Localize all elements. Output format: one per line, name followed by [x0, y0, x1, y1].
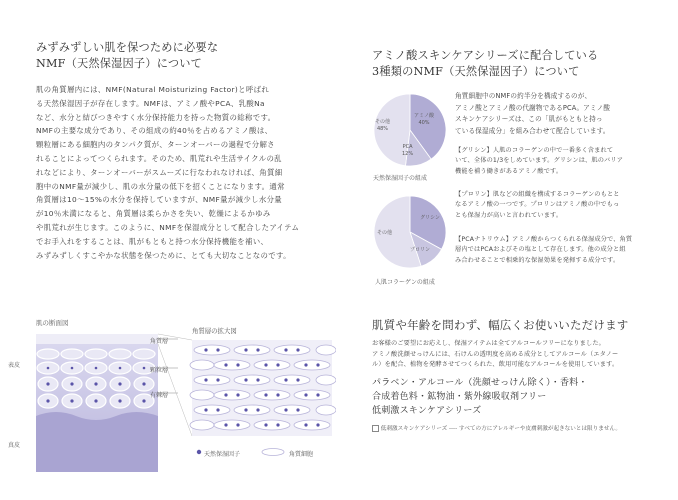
intro-line: ている保湿成分」を組み合わせて配合しています。 [455, 126, 610, 135]
left-title-line1: みずみずしい肌を保つために必要な [36, 41, 219, 54]
proline-text [455, 190, 620, 221]
spinous-layer-label: 有棘層 [150, 392, 169, 399]
epidermis-label: 表皮 [8, 362, 21, 369]
pie1-slice-pca: PCA 12% [402, 144, 414, 157]
left-body-text [36, 83, 299, 262]
left-body-line: でお手入れをすることは、肌がもともと持つ水分保持機能を補い、 [36, 236, 269, 246]
left-body-line: 肌の角質層内には、NMF(Natural Moisturizing Factor)と呼ばれ [36, 85, 270, 94]
free-line: 合成着色料・鉱物油・紫外線吸収剤フリー [372, 392, 547, 402]
notice-line: ル）を配合、植物を発酵させてつくられた、飲用可能なアルコールを使用しています。 [372, 361, 619, 369]
left-title-line2: NMF（天然保湿因子）について [36, 57, 203, 70]
pca-line: 【PCAナトリウム】アミノ酸からつくられる保湿成分で、角質 [455, 236, 633, 243]
right-intro-text [455, 91, 610, 137]
pie2-slice-proline: プロリン [410, 247, 431, 253]
intro-line: スキンケアシリーズは、この「肌がもともと持っ [455, 115, 603, 124]
glycine-text [455, 146, 623, 177]
left-body-line: など、水分と結びつきやすく水分保持能力を持った物質の総称です。 [36, 112, 276, 122]
legend-nmf-label: 天然保湿因子 [204, 451, 241, 458]
notice-line: お客様のご要望にお応えし、保湿アイテムは全てアルコールフリーになりました。 [372, 340, 605, 347]
left-body-line: 角質層は10～15%の水分を保持していますが、NMF量が減少し水分量 [36, 195, 283, 205]
left-body-line: NMFの主要な成分であり、その組成の約40％を占めるアミノ酸は、 [36, 126, 273, 136]
free-list [372, 376, 588, 418]
free-line: 低刺激スキンケアシリーズ [372, 406, 482, 416]
pca-text [455, 235, 632, 266]
left-body-line: れなどにより、ターンオーバーがスムーズに行なわれなければ、角質細 [36, 167, 283, 177]
square-bullet-icon [372, 425, 379, 432]
notice-line: アミノ酸洗顔せっけんには、石けんの透明度を高める成分としてアルコール（エタノー [372, 350, 619, 358]
pie2-slice-other: その他 [377, 230, 393, 236]
proline-line: なるアミノ酸の一つです。プロリンはアミノ酸の中でもっ [455, 201, 620, 209]
legend-cell-shape [262, 449, 284, 456]
cross-section-label: 肌の断面図 [36, 319, 69, 327]
left-body-line: 胞中のNMF量が減少し、肌の水分量の低下を招くことになります。通常 [36, 181, 285, 191]
pca-line: 層内ではPCAおよびその塩として存在します。他の成分と組 [455, 246, 626, 254]
zoom-label: 角質層の拡大図 [192, 327, 237, 335]
free-line: パラベン・アルコール（洗顔せっけん除く）・香料・ [372, 378, 588, 388]
legend-nmf-dot [197, 450, 201, 454]
stratum-corneum-label: 角質層 [150, 338, 169, 345]
footnote: 低刺激スキンケアシリーズ ---- すべての方にアレルギーや皮膚刺激が起きないとは限りません。 [372, 424, 621, 432]
left-body-line: 顆粒層にある細胞内のタンパク質が、ターンオーバーの過程で分解さ [36, 140, 275, 150]
left-body-line: や肌荒れが生じます。このように、NMFを保湿成分として配合したアイテム [36, 222, 300, 232]
corneum-band [36, 334, 158, 344]
left-body-line: る天然保湿因子が存在します。NMFは、アミノ酸やPCA、乳酸Na [36, 98, 265, 108]
pie1-slice-other: その他 48% [375, 119, 391, 132]
glycine-line: 機能を補う働きがあるアミノ酸です。 [455, 167, 563, 175]
dermis-label: 真皮 [8, 442, 21, 449]
pie2-caption: 人肌コラーゲンの組成 [375, 279, 435, 286]
intro-line: アミノ酸とアミノ酸の代謝物であるPCA。アミノ酸 [455, 103, 611, 112]
dermis-band [36, 412, 158, 472]
alcohol-free-notice [372, 339, 618, 371]
legend-cell-label: 角質細胞 [289, 451, 314, 458]
intro-line: 角質細胞中のNMFの約半分を構成するのが、 [455, 92, 592, 100]
right-title-line2: 3種類のNMF（天然保湿因子）について [372, 65, 580, 78]
pca-line: み合わせることで相乗的な保湿効果を発揮する成分です。 [455, 256, 620, 264]
left-body-line: みずみずしくすこやかな状態を保つために、とても大切なことなのです。 [36, 250, 291, 260]
glycine-line: いて、全体の1/3をしめています。グリシンは、肌のバリア [455, 157, 624, 165]
proline-line: とも保湿力が高いと言われています。 [455, 211, 563, 219]
pie1-caption: 天然保湿因子の組成 [373, 175, 428, 182]
left-body-line: れることによってつくられます。そのため、肌荒れや生活サイクルの乱 [36, 153, 282, 163]
granular-layer-label: 顆粒層 [150, 367, 169, 374]
pie2-slice-glycine: グリシン [420, 215, 440, 221]
glycine-line: 【グリシン】人肌のコラーゲンの中で一番多く含まれて [455, 147, 614, 154]
right-title-line1: アミノ酸スキンケアシリーズに配合している [372, 49, 599, 62]
proline-line: 【プロリン】肌などの組織を構成するコラーゲンのもとと [455, 191, 620, 198]
pie1-slice-amino: アミノ酸 40% [414, 113, 435, 126]
left-body-line: が10％未満になると、角質層は柔らかさを失い、乾燥によるかゆみ [36, 209, 271, 219]
right-title2: 肌質や年齢を問わず、幅広くお使いいただけます [372, 318, 629, 332]
